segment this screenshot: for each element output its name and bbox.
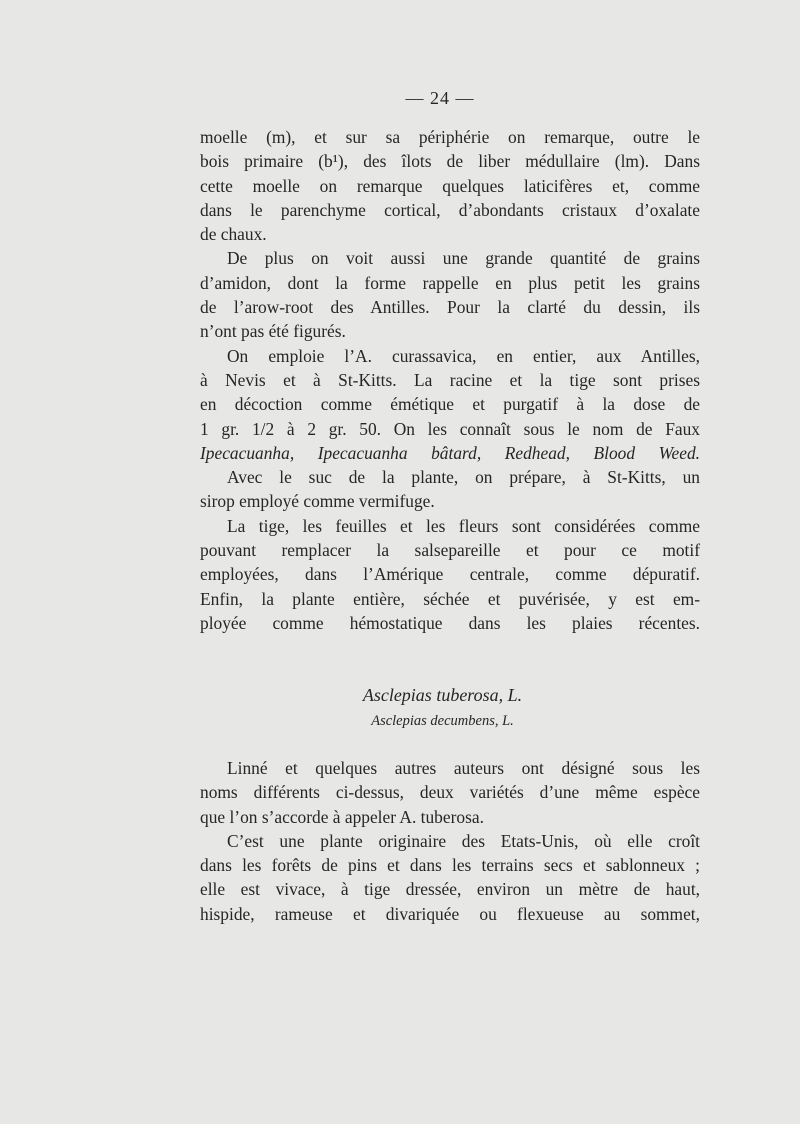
text-line: noms différents ci-dessus, deux variétés d’une même espèce: [200, 782, 700, 803]
paragraph: [200, 465, 700, 514]
paragraph: [200, 344, 700, 465]
text-line: dans les forêts de pins et dans les terrains secs et sablonneux ;: [200, 855, 700, 876]
text-line: cette moelle on remarque quelques laticifères et, comme: [200, 175, 700, 196]
body-text-top: [200, 125, 700, 635]
text-line: dans le parenchyme cortical, d’abondants cristaux d’oxalate: [200, 199, 700, 220]
paragraph: [200, 514, 700, 635]
text-line: Ipecacuanha, Ipecacuanha bâtard, Redhead, Blood Weed.: [200, 442, 700, 463]
text-line: La tige, les feuilles et les fleurs sont considérées comme: [227, 515, 700, 536]
text-line: hispide, rameuse et divariquée ou flexueuse au sommet,: [200, 903, 700, 924]
text-line: 1 gr. 1/2 à 2 gr. 50. On les connaît sous le nom de Faux: [200, 418, 700, 439]
text-line: n’ont pas été figurés.: [200, 321, 346, 342]
paragraph: [200, 125, 700, 246]
text-line: Enfin, la plante entière, séchée et puvérisée, y est em-: [200, 588, 700, 609]
text-line: en décoction comme émétique et purgatif à la dose de: [200, 394, 700, 415]
page-number: — 24 —: [405, 88, 475, 108]
text-line: de l’arow-root des Antilles. Pour la clarté du dessin, ils: [200, 297, 700, 318]
text-line: C’est une plante originaire des Etats-Unis, où elle croît: [227, 830, 700, 851]
text-line: Avec le suc de la plante, on prépare, à St-Kitts, un: [227, 467, 700, 488]
paragraph: [200, 829, 700, 926]
paragraph: [200, 756, 700, 829]
text-line: employées, dans l’Amérique centrale, comme dépuratif.: [200, 564, 700, 585]
species-heading: Asclepias tuberosa, L.: [362, 685, 523, 705]
text-line: elle est vivace, à tige dressée, environ un mètre de haut,: [200, 879, 700, 900]
text-line: ployée comme hémostatique dans les plaies récentes.: [200, 612, 700, 633]
text-line: sirop employé comme vermifuge.: [200, 491, 435, 512]
species-synonym: Asclepias decumbens, L.: [371, 713, 514, 729]
text-line: d’amidon, dont la forme rappelle en plus petit les grains: [200, 272, 700, 293]
paragraph: [200, 246, 700, 343]
body-text-bottom: [200, 756, 700, 926]
text-line: pouvant remplacer la salsepareille et pour ce motif: [200, 540, 700, 561]
text-line: On emploie l’A. curassavica, en entier, aux Antilles,: [227, 345, 700, 366]
text-line: Linné et quelques autres auteurs ont désigné sous les: [227, 758, 700, 778]
text-line: De plus on voit aussi une grande quantité de grains: [227, 248, 700, 269]
text-line: à Nevis et à St-Kitts. La racine et la tige sont prises: [200, 369, 700, 390]
text-line: que l’on s’accorde à appeler A. tuberosa.: [200, 806, 484, 827]
text-line: moelle (m), et sur sa périphérie on remarque, outre le: [200, 127, 700, 147]
text-line: de chaux.: [200, 224, 267, 245]
text-line: bois primaire (b¹), des îlots de liber médullaire (lm). Dans: [200, 151, 700, 172]
